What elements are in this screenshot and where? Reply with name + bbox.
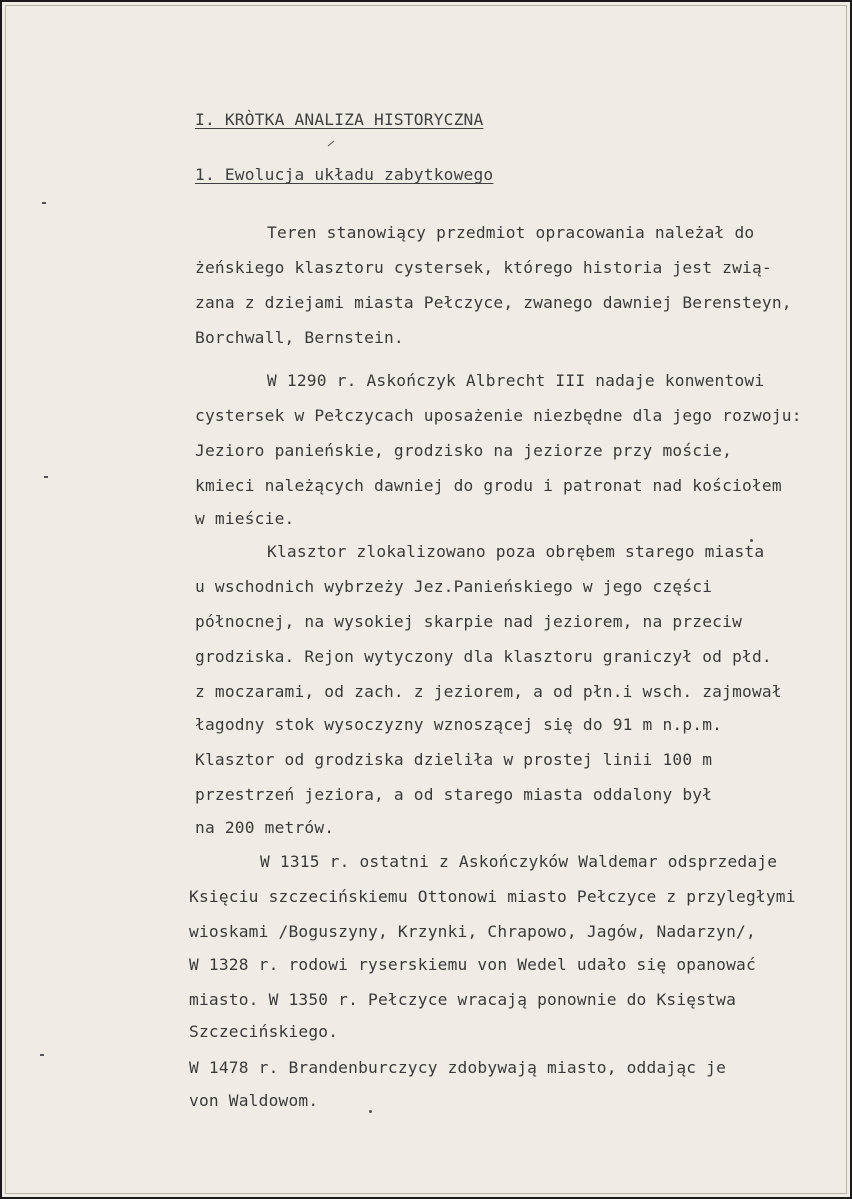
subsection-heading: 1. Ewolucja układu zabytkowego: [195, 165, 494, 184]
text-line: kmieci należących dawniej do grodu i patronat nad kościołem: [195, 476, 782, 495]
text-line: W 1478 r. Brandenburczycy zdobywają miasto, oddając je: [189, 1058, 727, 1077]
text-line: północnej, na wysokiej skarpie nad jeziorem, na przeciw: [195, 612, 743, 631]
text-line: Klasztor od grodziska dzieliła w prostej linii 100 m: [195, 750, 713, 769]
text-line: W 1290 r. Askończyk Albrecht III nadaje konwentowi: [267, 371, 765, 390]
text-line: grodziska. Rejon wytyczony dla klasztoru graniczył od płd.: [195, 647, 772, 666]
ink-stroke: [328, 141, 335, 147]
text-line: Borchwall, Bernstein.: [195, 328, 404, 347]
margin-mark: [40, 1054, 44, 1056]
text-line: Jezioro panieńskie, grodzisko na jeziorze przy moście,: [195, 441, 733, 460]
text-line: Teren stanowiący przedmiot opracowania należał do: [267, 223, 755, 242]
text-line: łagodny stok wysoczyzny wznoszącej się do 91 m n.p.m.: [195, 715, 723, 734]
text-line: von Waldowom.: [189, 1091, 319, 1110]
text-line: na 200 metrów.: [195, 818, 335, 837]
text-line: Księciu szczecińskiemu Ottonowi miasto Pełczyce z przyległymi: [189, 887, 796, 906]
text-line: w mieście.: [195, 509, 295, 528]
text-line: cystersek w Pełczycach uposażenie niezbędne dla jego rozwoju:: [195, 406, 802, 425]
text-line: u wschodnich wybrzeży Jez.Panieńskiego w jego części: [195, 577, 713, 596]
text-line: z moczarami, od zach. z jeziorem, a od płn.i wsch. zajmował: [195, 682, 782, 701]
text-line: żeńskiego klasztoru cystersek, którego historia jest zwią-: [195, 258, 772, 277]
text-line: Klasztor zlokalizowano poza obrębem starego miasta: [267, 542, 765, 561]
text-line: W 1328 r. rodowi ryserskiemu von Wedel udało się opanować: [189, 955, 756, 974]
text-line: wioskami /Boguszyny, Krzynki, Chrapowo, Jagów, Nadarzyn/,: [189, 922, 756, 941]
text-line: W 1315 r. ostatni z Askończyków Waldemar odsprzedaje: [260, 852, 778, 871]
text-line: przestrzeń jeziora, a od starego miasta oddalony był: [195, 785, 713, 804]
section-heading: I. KRÒTKA ANALIZA HISTORYCZNA: [195, 110, 484, 129]
margin-mark: [42, 202, 46, 204]
text-line: miasto. W 1350 r. Pełczyce wracają ponownie do Księstwa: [189, 990, 737, 1009]
ink-dot: [369, 1110, 372, 1113]
text-line: zana z dziejami miasta Pełczyce, zwanego dawniej Berensteyn,: [195, 293, 792, 312]
text-line: Szczecińskiego.: [189, 1022, 339, 1041]
ink-dot: [750, 539, 753, 542]
margin-mark: [44, 476, 48, 478]
